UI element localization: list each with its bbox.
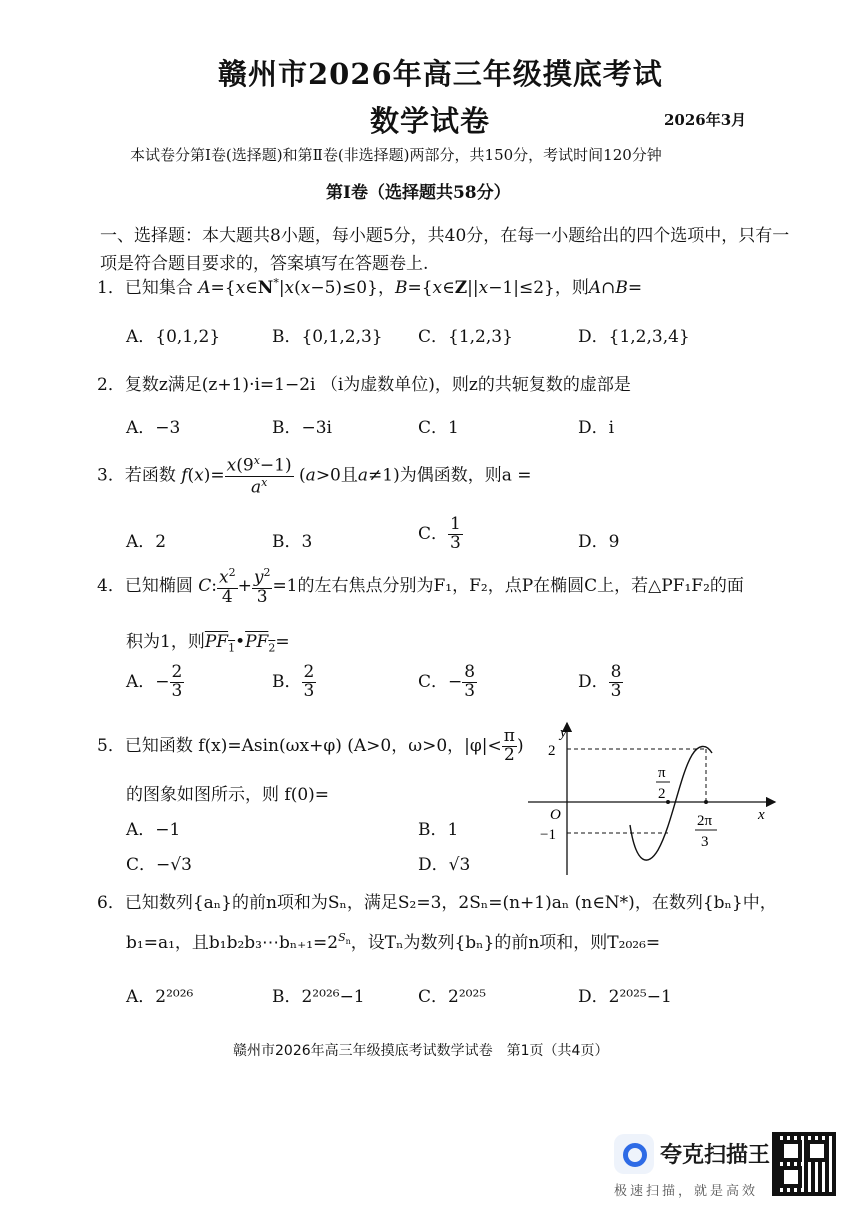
- watermark-name: 夸克扫描王: [660, 1143, 771, 1168]
- q3-option-c[interactable]: C． $\frac{1}{3}$: [418, 514, 461, 553]
- tick-label-pi-2-num: π: [658, 765, 666, 781]
- q5-option-a[interactable]: A．−1: [126, 820, 181, 840]
- zero-point: [666, 800, 670, 804]
- question-4: 4．已知椭圆 C: $\frac{x^2}{4}$ + $\frac{y^2}{3}$ =1的左右焦点分别为F₁，F₂，点P在椭圆C上，若△PF₁F₂的面: [97, 566, 744, 607]
- q3-option-d[interactable]: D．9: [578, 532, 620, 552]
- question-number: 1．: [97, 278, 125, 298]
- quark-logo-icon: [614, 1134, 654, 1174]
- tick-label-2pi-3-den: 3: [701, 834, 709, 850]
- q1-option-a[interactable]: A．{0,1,2}: [126, 327, 221, 347]
- two-pi-third-point: [704, 800, 708, 804]
- qr-code-icon: [772, 1132, 836, 1196]
- question-text: 若函数: [124, 465, 176, 486]
- tick-label-minus-1: −1: [540, 827, 556, 843]
- q4-option-b[interactable]: B． $\frac{2}{3}$: [272, 662, 315, 701]
- tick-label-pi-2-den: 2: [658, 786, 666, 802]
- question-number: 4．: [97, 576, 125, 597]
- q1-option-d[interactable]: D．{1,2,3,4}: [578, 327, 690, 347]
- question-2: [97, 370, 631, 395]
- page-title: 赣州市2026年高三年级摸底考试: [218, 57, 663, 91]
- page-subtitle: 数学试卷: [370, 104, 491, 138]
- exam-info: 本试卷分第Ⅰ卷(选择题)和第Ⅱ卷(非选择题)两部分，共150分，考试时间120分钟: [130, 146, 662, 164]
- question-text: 复数z满足(z+1)·i=1−2i （i为虚数单位)，则z的共轭复数的虚部是: [124, 375, 631, 395]
- exam-date: 2026年3月: [664, 111, 747, 129]
- section-title: 第Ⅰ卷（选择题共58分）: [326, 183, 511, 203]
- question-number: 6．: [97, 893, 125, 913]
- tick-label-2: 2: [548, 743, 556, 759]
- q1-option-b[interactable]: B．{0,1,2,3}: [272, 327, 383, 347]
- question-6-line2: b₁=a₁，且$b_1b_2b_3\cdots b_{n+1}=2^{S_n}$，设Tₙ为数列{bₙ}的前n项和，则T₂₀₂₆=: [126, 931, 661, 953]
- q3-fraction: $\frac{x(9^x-1)}{a^x}$: [226, 454, 292, 498]
- y-axis-label: y: [560, 725, 567, 741]
- question-text-2: 为偶函数，则a =: [399, 465, 532, 486]
- q5-option-c[interactable]: C．−√3: [126, 855, 192, 875]
- q6-option-a[interactable]: A．2²⁰²⁶: [126, 987, 194, 1007]
- q4-option-c[interactable]: C．− $\frac{8}{3}$: [418, 662, 476, 701]
- q3-option-a[interactable]: A．2: [126, 532, 167, 552]
- q3-option-b[interactable]: B．3: [272, 532, 313, 552]
- question-5: 5．已知函数 f(x)=Asin(ωx+φ) (A>0，ω>0，|φ|< $\frac{\pi}{2}$ ): [97, 726, 524, 765]
- question-6: [97, 888, 777, 913]
- question-3: 3．若函数 f(x)= $\frac{x(9^x-1)}{a^x}$ (a>0且a≠1)为偶函数，则a =: [97, 454, 532, 498]
- question-text-2: ，则: [554, 278, 589, 298]
- q5-option-b[interactable]: B．1: [418, 820, 459, 840]
- q2-option-a[interactable]: A．−3: [126, 418, 181, 438]
- origin-label: O: [550, 807, 561, 823]
- question-text: 已知集合: [124, 278, 193, 298]
- q1-option-c[interactable]: C．{1,2,3}: [418, 327, 513, 347]
- question-4-line2: 积为1，则$PF_1•PF_2=$: [126, 632, 290, 655]
- question-text: 已知函数 f(x)=Asin(ωx+φ) (A>0，ω>0，|φ|<: [124, 735, 502, 756]
- q5-option-d[interactable]: D．√3: [418, 855, 471, 875]
- function-graph: [520, 715, 790, 880]
- x-axis-label: x: [758, 807, 765, 823]
- page-footer: 赣州市2026年高三年级摸底考试数学试卷 第1页（共4页）: [233, 1043, 609, 1059]
- question-number: 2．: [97, 375, 125, 395]
- question-number: 3．: [97, 465, 125, 486]
- q6-option-b[interactable]: B．2²⁰²⁶−1: [272, 987, 365, 1007]
- q6-option-d[interactable]: D．2²⁰²⁵−1: [578, 987, 672, 1007]
- watermark-slogan: 极速扫描，就是高效: [614, 1184, 759, 1199]
- sine-curve: [630, 746, 712, 860]
- question-text: 已知数列{aₙ}的前n项和为Sₙ，满足S₂=3，2Sₙ=(n+1)aₙ (n∈N*)，在数列{bₙ}中，: [124, 893, 777, 913]
- question-number: 5．: [97, 735, 125, 756]
- q4-option-d[interactable]: D． $\frac{8}{3}$: [578, 662, 622, 701]
- instructions-line1: 一、选择题：本大题共8小题，每小题5分，共40分，在每一小题给出的四个选项中，只有一: [100, 226, 790, 246]
- question-5-line2: 的图象如图所示，则 f(0)=: [126, 785, 330, 805]
- tick-label-2pi-3-num: 2π: [697, 813, 713, 829]
- question-1: 1．已知集合 A={x∈N*|x(x−5)≤0}，B={x∈Z||x−1|≤2}，则A∩B=: [97, 276, 643, 298]
- question-text: 已知椭圆: [124, 576, 193, 597]
- q4-option-a[interactable]: A．− $\frac{2}{3}$: [126, 662, 183, 701]
- q2-option-c[interactable]: C．1: [418, 418, 459, 438]
- q6-option-c[interactable]: C．2²⁰²⁵: [418, 987, 487, 1007]
- q2-option-d[interactable]: D．i: [578, 418, 615, 438]
- q2-option-b[interactable]: B．−3i: [272, 418, 332, 438]
- question-text-2: 的左右焦点分别为F₁，F₂，点P在椭圆C上，若△PF₁F₂的面: [297, 576, 744, 597]
- instructions-line2: 项是符合题目要求的，答案填写在答题卷上.: [100, 254, 429, 274]
